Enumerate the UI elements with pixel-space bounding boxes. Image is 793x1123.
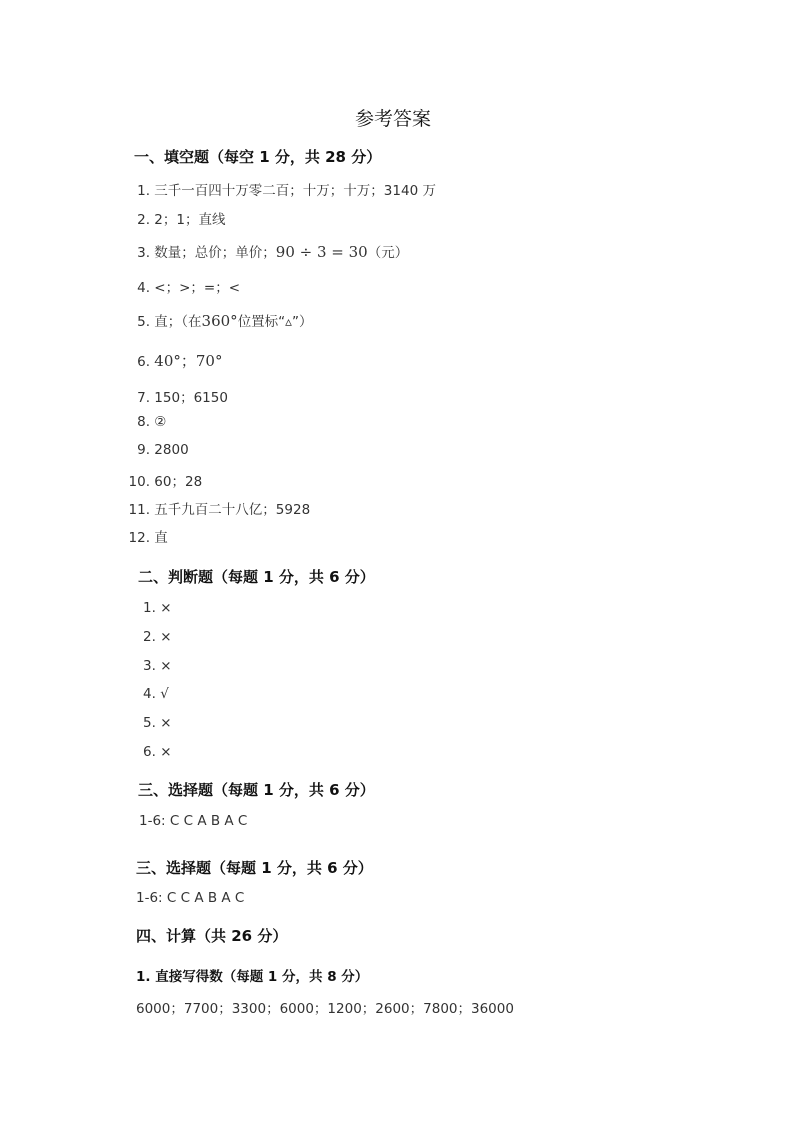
item-number: 6.: [137, 354, 150, 370]
list-item: [136, 350, 222, 371]
item-answer: 五千九百二十八亿；5928: [154, 502, 311, 518]
item-number: 10.: [128, 474, 150, 490]
list-item: [128, 470, 202, 490]
item-number: 2.: [143, 629, 156, 645]
item-number: 1.: [143, 600, 156, 616]
item-answer: 2800: [154, 442, 189, 458]
item-answer: ×: [160, 658, 172, 674]
item-answer: ×: [160, 600, 172, 616]
item-answer: √: [160, 686, 169, 702]
item-number: 2.: [137, 212, 150, 228]
item-answer: ×: [160, 715, 172, 731]
item-formula: 90 ÷ 3 = 30: [275, 243, 368, 261]
list-item: [136, 310, 312, 330]
item-formula: 360°: [201, 312, 238, 330]
item-number: 5.: [143, 715, 156, 731]
item-number: 1.: [137, 183, 150, 199]
section-heading-choice: 三、选择题（每题 1 分，共 6 分）: [138, 781, 375, 799]
item-number: 11.: [128, 502, 150, 518]
item-answer: ×: [160, 629, 172, 645]
choice-answers-repeat: 1-6: C C A B A C: [136, 890, 245, 906]
list-item: [143, 600, 172, 616]
item-number: 6.: [143, 744, 156, 760]
item-formula: 40°；70°: [154, 352, 223, 370]
item-number: 4.: [143, 686, 156, 702]
list-item: [136, 386, 228, 406]
choice-answers: 1-6: C C A B A C: [139, 813, 248, 829]
list-item: [136, 241, 408, 261]
list-item: [143, 744, 172, 760]
section-heading-calc: 四、计算（共 26 分）: [136, 927, 288, 945]
section-heading-judge: 二、判断题（每题 1 分，共 6 分）: [138, 568, 375, 586]
item-answer: 直: [154, 530, 168, 546]
item-unit: （元）: [367, 245, 409, 261]
section-heading-choice-repeat: 三、选择题（每题 1 分，共 6 分）: [136, 859, 373, 877]
item-number: 4.: [137, 280, 150, 296]
item-answer-tail: 位置标“▵”）: [237, 314, 313, 330]
list-item: [143, 658, 172, 674]
section-heading-fill: 一、填空题（每空 1 分，共 28 分）: [134, 148, 382, 166]
item-answer: 数量；总价；单价；: [154, 245, 276, 261]
item-number: 3.: [143, 658, 156, 674]
calc-answers: 6000；7700；3300；6000；1200；2600；7800；36000: [136, 1001, 514, 1017]
list-item: [128, 498, 310, 518]
item-number: 5.: [137, 314, 150, 330]
item-answer: 60；28: [154, 474, 203, 490]
item-answer: ×: [160, 744, 172, 760]
list-item: [136, 276, 240, 296]
item-answer: ②: [154, 414, 167, 430]
list-item: [143, 686, 169, 702]
item-number: 12.: [128, 530, 150, 546]
page-title: 参考答案: [355, 108, 432, 130]
item-answer: <；>；=；<: [154, 280, 241, 296]
item-answer: 2；1；直线: [154, 212, 226, 228]
list-item: [136, 179, 436, 199]
list-item: [136, 414, 166, 430]
list-item: [136, 208, 225, 228]
list-item: [143, 715, 172, 731]
item-answer: 三千一百四十万零二百；十万；十万；3140 万: [154, 183, 436, 199]
item-number: 8.: [137, 414, 150, 430]
item-number: 7.: [137, 390, 150, 406]
item-answer: 直；（在: [154, 314, 202, 330]
list-item: [128, 526, 168, 546]
item-number: 3.: [137, 245, 150, 261]
item-answer: 150；6150: [154, 390, 228, 406]
list-item: [136, 442, 189, 458]
item-number: 9.: [137, 442, 150, 458]
list-item: [143, 629, 172, 645]
subsection-heading-direct: 1. 直接写得数（每题 1 分，共 8 分）: [136, 969, 369, 985]
